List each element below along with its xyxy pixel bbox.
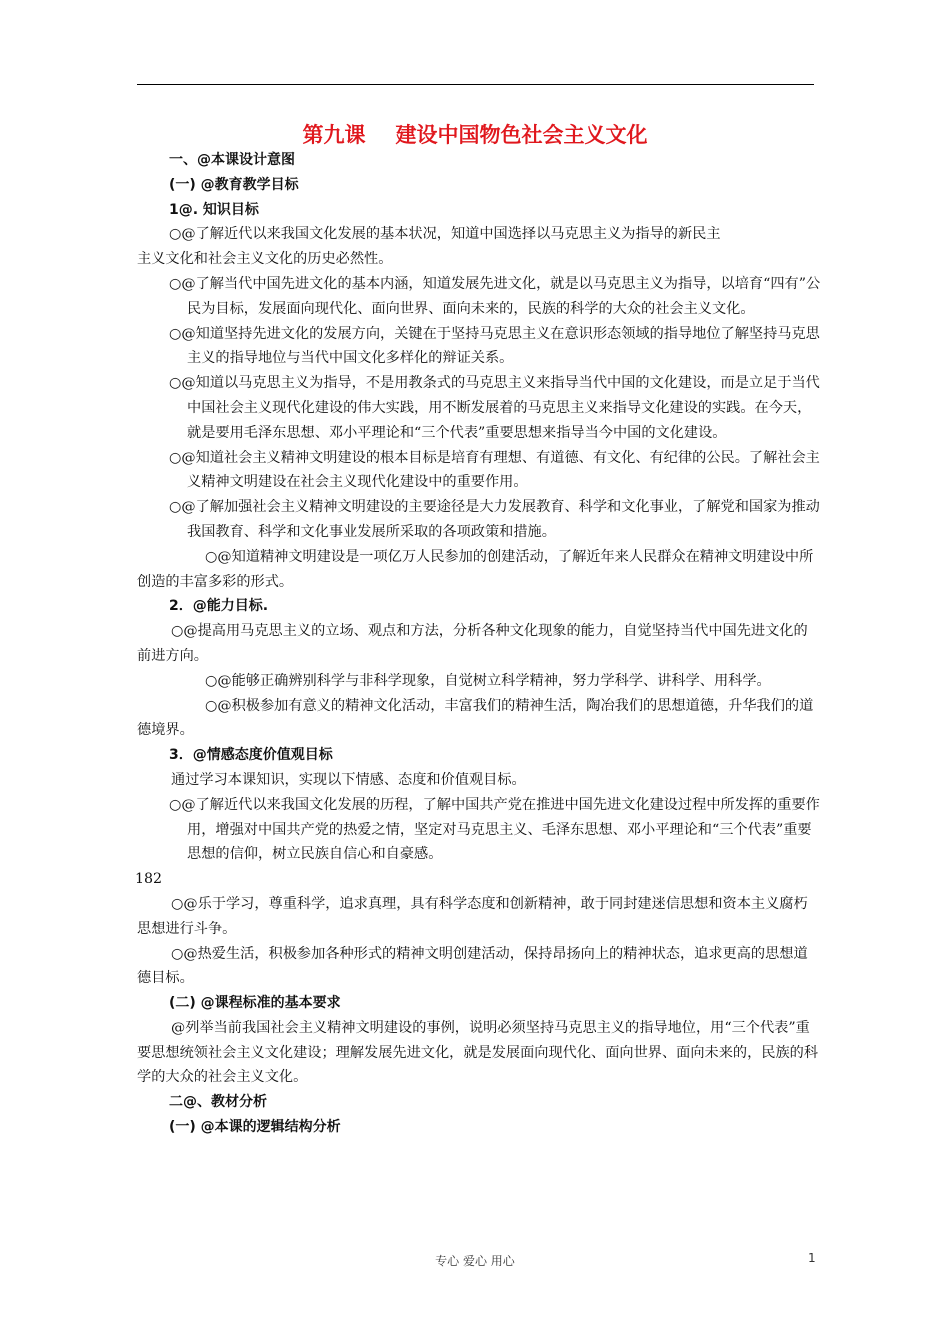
paragraph: (二) @课程标准的基本要求 xyxy=(169,995,341,1012)
paragraph: ○@提高用马克思主义的立场、观点和方法，分析各种文化现象的能力，自觉坚持当代中国先进文化的前进方向。 xyxy=(137,623,808,664)
paragraph: ○@知道精神文明建设是一项亿万人民参加的创建活动，了解近年来人民群众在精神文明建设中所创造的丰富多彩的形式。 xyxy=(137,548,814,590)
paragraph: 主义文化和社会主义文化的历史必然性。 xyxy=(137,251,393,268)
paragraph: 1@. 知识目标 xyxy=(169,201,259,218)
title-lesson: 第九课 xyxy=(302,123,366,147)
paragraph: 182 xyxy=(135,871,163,888)
header-rule xyxy=(137,84,814,85)
paragraph: (一) @本课的逻辑结构分析 xyxy=(169,1119,341,1136)
paragraph: ○@积极参加有意义的精神文化活动，丰富我们的精神生活，陶冶我们的思想道德，升华我们的道德境界。 xyxy=(137,697,814,739)
paragraph: 3．@情感态度价值观目标 xyxy=(169,747,333,764)
paragraph: 一、@本课设计意图 xyxy=(169,152,295,168)
paragraph: ○@能够正确辨别科学与非科学现象，自觉树立科学精神，努力学科学、讲科学、用科学。 xyxy=(205,672,771,689)
page-number: 1 xyxy=(808,1251,816,1265)
paragraph: ○@了解加强社会主义精神文明建设的主要途径是大力发展教育、科学和文化事业，了解党和国家为推动我国教育、科学和文化事业发展所采取的各项政策和措施。 xyxy=(169,499,820,540)
paragraph: ○@热爱生活，积极参加各种形式的精神文明创建活动，保持昂扬向上的精神状态，追求更高的思想道德目标。 xyxy=(137,945,808,987)
paragraph: ○@了解当代中国先进文化的基本内涵，知道发展先进文化，就是以马克思主义为指导，以培育“四有”公民为目标，发展面向现代化、面向世界、面向未来的，民族的科学的大众的社会主义文化。 xyxy=(169,275,821,317)
paragraph: ○@乐于学习，尊重科学，追求真理，具有科学态度和创新精神，敢于同封建迷信思想和资本主义腐朽思想进行斗争。 xyxy=(137,895,808,937)
title-text: 建设中国物色社会主义文化 xyxy=(395,123,648,147)
paragraph: ○@知道坚持先进文化的发展方向，关键在于坚持马克思主义在意识形态领域的指导地位了解坚持马克思主义的指导地位与当代中国文化多样化的辩证关系。 xyxy=(169,325,820,367)
page-footer: 专心 爱心 用心 xyxy=(435,1254,515,1268)
page-title xyxy=(0,120,950,150)
paragraph: ○@知道社会主义精神文明建设的根本目标是培育有理想、有道德、有文化、有纪律的公民。了解社会主义精神文明建设在社会主义现代化建设中的重要作用。 xyxy=(169,449,820,491)
paragraph: @列举当前我国社会主义精神文明建设的事例，说明必须坚持马克思主义的指导地位，用“三个代表”重要思想统领社会主义文化建设；理解发展先进文化，就是发展面向现代化、面向世界、面向未来的，民族的科学的大众的社会主义文化。 xyxy=(137,1019,819,1086)
paragraph: (一) @教育教学目标 xyxy=(169,176,299,193)
paragraph: ○@了解近代以来我国文化发展的基本状况，知道中国选择以马克思主义为指导的新民主 xyxy=(169,226,721,243)
paragraph: ○@知道以马克思主义为指导，不是用教条式的马克思主义来指导当代中国的文化建设，而是立足于当代中国社会主义现代化建设的伟大实践，用不断发展着的马克思主义来指导文化建设的实践。在今天，就是要用毛泽东思想、邓小平理论和“三个代表”重要思想来指导当今中国的文化建设。 xyxy=(169,375,820,441)
document-body xyxy=(137,148,821,1140)
paragraph: ○@了解近代以来我国文化发展的历程，了解中国共产党在推进中国先进文化建设过程中所发挥的重要作用，增强对中国共产党的热爱之情，坚定对马克思主义、毛泽东思想、邓小平理论和“三个代表”重要思想的信仰，树立民族自信心和自豪感。 xyxy=(169,796,820,863)
paragraph: 二@、教材分析 xyxy=(169,1094,267,1111)
paragraph: 2．@能力目标. xyxy=(169,598,269,615)
paragraph: 通过学习本课知识，实现以下情感、态度和价值观目标。 xyxy=(171,771,526,788)
